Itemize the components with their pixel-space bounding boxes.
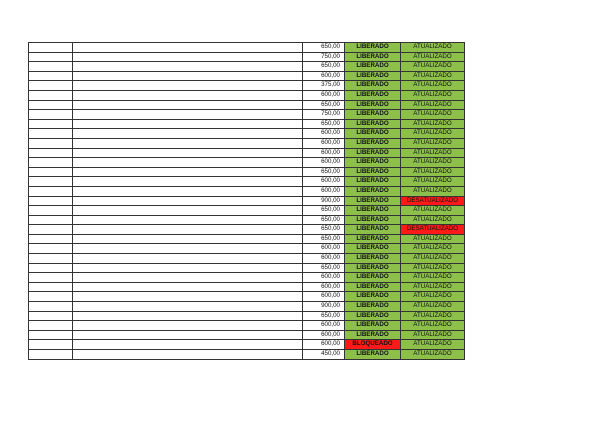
id-cell[interactable] xyxy=(29,158,73,168)
release-status-cell[interactable]: LIBERADO xyxy=(345,282,401,292)
release-status-cell[interactable]: BLOQUEADO xyxy=(345,340,401,350)
value-cell[interactable]: 650,00 xyxy=(303,119,345,129)
value-cell[interactable]: 650,00 xyxy=(303,311,345,321)
update-status-cell[interactable]: ATUALIZADO xyxy=(401,148,465,158)
table-row xyxy=(29,350,465,360)
name-cell[interactable] xyxy=(73,43,303,53)
update-status-cell[interactable]: ATUALIZADO xyxy=(401,244,465,254)
release-status-cell[interactable]: LIBERADO xyxy=(345,177,401,187)
release-status-cell[interactable]: LIBERADO xyxy=(345,225,401,235)
name-cell[interactable] xyxy=(73,167,303,177)
table-row xyxy=(29,292,465,302)
update-status-cell[interactable]: ATUALIZADO xyxy=(401,340,465,350)
table-row xyxy=(29,52,465,62)
update-status-cell[interactable]: ATUALIZADO xyxy=(401,302,465,312)
name-cell[interactable] xyxy=(73,119,303,129)
table-row xyxy=(29,215,465,225)
value-cell[interactable]: 600,00 xyxy=(303,244,345,254)
update-status-cell[interactable]: ATUALIZADO xyxy=(401,62,465,72)
name-cell[interactable] xyxy=(73,225,303,235)
value-cell[interactable]: 600,00 xyxy=(303,292,345,302)
id-cell[interactable] xyxy=(29,321,73,331)
id-cell[interactable] xyxy=(29,90,73,100)
name-cell[interactable] xyxy=(73,186,303,196)
value-cell[interactable]: 600,00 xyxy=(303,340,345,350)
value-cell[interactable]: 600,00 xyxy=(303,158,345,168)
table-row xyxy=(29,177,465,187)
value-cell[interactable]: 650,00 xyxy=(303,263,345,273)
update-status-cell[interactable]: ATUALIZADO xyxy=(401,90,465,100)
name-cell[interactable] xyxy=(73,282,303,292)
release-status-cell[interactable]: LIBERADO xyxy=(345,186,401,196)
release-status-cell[interactable]: LIBERADO xyxy=(345,350,401,360)
release-status-cell[interactable]: LIBERADO xyxy=(345,129,401,139)
update-status-cell[interactable]: ATUALIZADO xyxy=(401,158,465,168)
update-status-cell[interactable]: ATUALIZADO xyxy=(401,263,465,273)
value-cell[interactable]: 600,00 xyxy=(303,273,345,283)
update-status-cell[interactable]: ATUALIZADO xyxy=(401,138,465,148)
id-cell[interactable] xyxy=(29,225,73,235)
id-cell[interactable] xyxy=(29,138,73,148)
id-cell[interactable] xyxy=(29,206,73,216)
value-cell[interactable]: 600,00 xyxy=(303,71,345,81)
name-cell[interactable] xyxy=(73,350,303,360)
release-status-cell[interactable]: LIBERADO xyxy=(345,81,401,91)
value-cell[interactable]: 650,00 xyxy=(303,206,345,216)
release-status-cell[interactable]: LIBERADO xyxy=(345,302,401,312)
id-cell[interactable] xyxy=(29,71,73,81)
value-cell[interactable]: 650,00 xyxy=(303,100,345,110)
table-row xyxy=(29,206,465,216)
release-status-cell[interactable]: LIBERADO xyxy=(345,206,401,216)
value-cell[interactable]: 650,00 xyxy=(303,215,345,225)
value-cell[interactable]: 600,00 xyxy=(303,186,345,196)
name-cell[interactable] xyxy=(73,158,303,168)
name-cell[interactable] xyxy=(73,90,303,100)
release-status-cell[interactable]: LIBERADO xyxy=(345,62,401,72)
update-status-cell[interactable]: ATUALIZADO xyxy=(401,43,465,53)
id-cell[interactable] xyxy=(29,119,73,129)
release-status-cell[interactable]: LIBERADO xyxy=(345,138,401,148)
update-status-cell[interactable]: ATUALIZADO xyxy=(401,110,465,120)
update-status-cell[interactable]: DESATUALIZADO xyxy=(401,225,465,235)
table-row xyxy=(29,62,465,72)
release-status-cell[interactable]: LIBERADO xyxy=(345,119,401,129)
table-row xyxy=(29,225,465,235)
release-status-cell[interactable]: LIBERADO xyxy=(345,110,401,120)
update-status-cell[interactable]: ATUALIZADO xyxy=(401,321,465,331)
table-row xyxy=(29,330,465,340)
value-cell[interactable]: 600,00 xyxy=(303,90,345,100)
id-cell[interactable] xyxy=(29,234,73,244)
update-status-cell[interactable]: ATUALIZADO xyxy=(401,177,465,187)
table-row xyxy=(29,263,465,273)
value-cell[interactable]: 900,00 xyxy=(303,196,345,206)
id-cell[interactable] xyxy=(29,100,73,110)
release-status-cell[interactable]: LIBERADO xyxy=(345,148,401,158)
update-status-cell[interactable]: ATUALIZADO xyxy=(401,167,465,177)
update-status-cell[interactable]: ATUALIZADO xyxy=(401,119,465,129)
update-status-cell[interactable]: ATUALIZADO xyxy=(401,206,465,216)
id-cell[interactable] xyxy=(29,81,73,91)
name-cell[interactable] xyxy=(73,206,303,216)
update-status-cell[interactable]: ATUALIZADO xyxy=(401,330,465,340)
name-cell[interactable] xyxy=(73,81,303,91)
table-row xyxy=(29,302,465,312)
value-cell[interactable]: 650,00 xyxy=(303,234,345,244)
update-status-cell[interactable]: ATUALIZADO xyxy=(401,234,465,244)
release-status-cell[interactable]: LIBERADO xyxy=(345,244,401,254)
value-cell[interactable]: 750,00 xyxy=(303,110,345,120)
table-row xyxy=(29,282,465,292)
value-cell[interactable]: 600,00 xyxy=(303,330,345,340)
table-row xyxy=(29,321,465,331)
id-cell[interactable] xyxy=(29,263,73,273)
id-cell[interactable] xyxy=(29,215,73,225)
release-status-cell[interactable]: LIBERADO xyxy=(345,71,401,81)
release-status-cell[interactable]: LIBERADO xyxy=(345,321,401,331)
records-table xyxy=(28,42,465,360)
update-status-cell[interactable]: ATUALIZADO xyxy=(401,186,465,196)
update-status-cell[interactable]: ATUALIZADO xyxy=(401,292,465,302)
id-cell[interactable] xyxy=(29,302,73,312)
value-cell[interactable]: 650,00 xyxy=(303,62,345,72)
value-cell[interactable]: 375,00 xyxy=(303,81,345,91)
release-status-cell[interactable]: LIBERADO xyxy=(345,215,401,225)
name-cell[interactable] xyxy=(73,244,303,254)
update-status-cell[interactable]: ATUALIZADO xyxy=(401,282,465,292)
update-status-cell[interactable]: ATUALIZADO xyxy=(401,215,465,225)
name-cell[interactable] xyxy=(73,311,303,321)
table-row xyxy=(29,148,465,158)
table-row xyxy=(29,43,465,53)
table-row xyxy=(29,100,465,110)
value-cell[interactable]: 600,00 xyxy=(303,129,345,139)
value-cell[interactable]: 600,00 xyxy=(303,148,345,158)
release-status-cell[interactable]: LIBERADO xyxy=(345,43,401,53)
release-status-cell[interactable]: LIBERADO xyxy=(345,273,401,283)
update-status-cell[interactable]: ATUALIZADO xyxy=(401,81,465,91)
id-cell[interactable] xyxy=(29,110,73,120)
id-cell[interactable] xyxy=(29,311,73,321)
release-status-cell[interactable]: LIBERADO xyxy=(345,167,401,177)
name-cell[interactable] xyxy=(73,129,303,139)
value-cell[interactable]: 600,00 xyxy=(303,282,345,292)
release-status-cell[interactable]: LIBERADO xyxy=(345,52,401,62)
table-row xyxy=(29,119,465,129)
id-cell[interactable] xyxy=(29,330,73,340)
table-row xyxy=(29,167,465,177)
name-cell[interactable] xyxy=(73,321,303,331)
name-cell[interactable] xyxy=(73,330,303,340)
table-row xyxy=(29,110,465,120)
table-row xyxy=(29,311,465,321)
id-cell[interactable] xyxy=(29,148,73,158)
name-cell[interactable] xyxy=(73,340,303,350)
id-cell[interactable] xyxy=(29,177,73,187)
id-cell[interactable] xyxy=(29,292,73,302)
update-status-cell[interactable]: ATUALIZADO xyxy=(401,350,465,360)
update-status-cell[interactable]: ATUALIZADO xyxy=(401,311,465,321)
value-cell[interactable]: 900,00 xyxy=(303,302,345,312)
value-cell[interactable]: 600,00 xyxy=(303,254,345,264)
table-row xyxy=(29,186,465,196)
value-cell[interactable]: 750,00 xyxy=(303,52,345,62)
value-cell[interactable]: 600,00 xyxy=(303,177,345,187)
release-status-cell[interactable]: LIBERADO xyxy=(345,330,401,340)
table-row xyxy=(29,129,465,139)
table-row xyxy=(29,234,465,244)
table-row xyxy=(29,90,465,100)
release-status-cell[interactable]: LIBERADO xyxy=(345,158,401,168)
release-status-cell[interactable]: LIBERADO xyxy=(345,100,401,110)
name-cell[interactable] xyxy=(73,215,303,225)
name-cell[interactable] xyxy=(73,234,303,244)
release-status-cell[interactable]: LIBERADO xyxy=(345,292,401,302)
id-cell[interactable] xyxy=(29,282,73,292)
id-cell[interactable] xyxy=(29,350,73,360)
name-cell[interactable] xyxy=(73,71,303,81)
release-status-cell[interactable]: LIBERADO xyxy=(345,90,401,100)
value-cell[interactable]: 650,00 xyxy=(303,43,345,53)
name-cell[interactable] xyxy=(73,177,303,187)
id-cell[interactable] xyxy=(29,273,73,283)
table-row xyxy=(29,244,465,254)
table-body xyxy=(29,43,465,360)
release-status-cell[interactable]: LIBERADO xyxy=(345,263,401,273)
name-cell[interactable] xyxy=(73,263,303,273)
value-cell[interactable]: 600,00 xyxy=(303,138,345,148)
id-cell[interactable] xyxy=(29,167,73,177)
update-status-cell[interactable]: ATUALIZADO xyxy=(401,71,465,81)
name-cell[interactable] xyxy=(73,273,303,283)
id-cell[interactable] xyxy=(29,254,73,264)
id-cell[interactable] xyxy=(29,43,73,53)
table-row xyxy=(29,254,465,264)
value-cell[interactable]: 600,00 xyxy=(303,321,345,331)
spreadsheet-sheet xyxy=(28,42,464,360)
update-status-cell[interactable]: ATUALIZADO xyxy=(401,129,465,139)
update-status-cell[interactable]: DESATUALIZADO xyxy=(401,196,465,206)
release-status-cell[interactable]: LIBERADO xyxy=(345,311,401,321)
release-status-cell[interactable]: LIBERADO xyxy=(345,234,401,244)
id-cell[interactable] xyxy=(29,52,73,62)
table-row xyxy=(29,340,465,350)
id-cell[interactable] xyxy=(29,129,73,139)
value-cell[interactable]: 650,00 xyxy=(303,167,345,177)
id-cell[interactable] xyxy=(29,340,73,350)
id-cell[interactable] xyxy=(29,62,73,72)
release-status-cell[interactable]: LIBERADO xyxy=(345,254,401,264)
table-row xyxy=(29,71,465,81)
update-status-cell[interactable]: ATUALIZADO xyxy=(401,273,465,283)
table-row xyxy=(29,196,465,206)
name-cell[interactable] xyxy=(73,62,303,72)
table-row xyxy=(29,273,465,283)
update-status-cell[interactable]: ATUALIZADO xyxy=(401,100,465,110)
table-row xyxy=(29,158,465,168)
name-cell[interactable] xyxy=(73,138,303,148)
id-cell[interactable] xyxy=(29,196,73,206)
update-status-cell[interactable]: ATUALIZADO xyxy=(401,254,465,264)
id-cell[interactable] xyxy=(29,244,73,254)
name-cell[interactable] xyxy=(73,148,303,158)
update-status-cell[interactable]: ATUALIZADO xyxy=(401,52,465,62)
name-cell[interactable] xyxy=(73,302,303,312)
id-cell[interactable] xyxy=(29,186,73,196)
value-cell[interactable]: 650,00 xyxy=(303,225,345,235)
name-cell[interactable] xyxy=(73,100,303,110)
name-cell[interactable] xyxy=(73,292,303,302)
table-row xyxy=(29,138,465,148)
value-cell[interactable]: 450,00 xyxy=(303,350,345,360)
name-cell[interactable] xyxy=(73,254,303,264)
name-cell[interactable] xyxy=(73,110,303,120)
table-row xyxy=(29,81,465,91)
release-status-cell[interactable]: LIBERADO xyxy=(345,196,401,206)
name-cell[interactable] xyxy=(73,196,303,206)
name-cell[interactable] xyxy=(73,52,303,62)
